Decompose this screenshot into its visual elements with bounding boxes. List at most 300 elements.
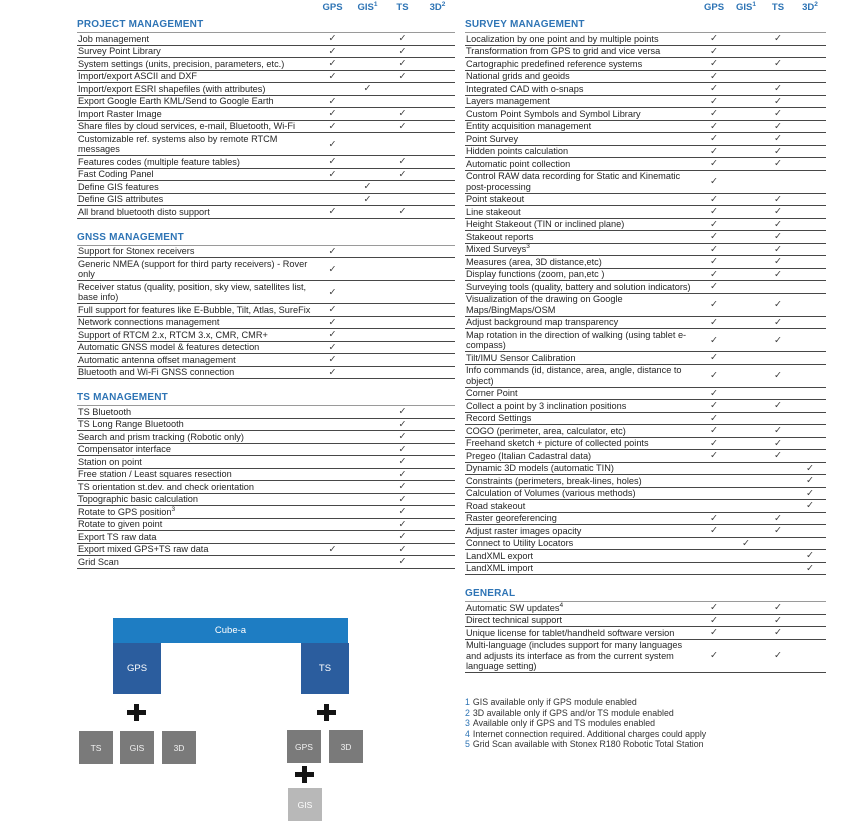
table-row bbox=[77, 494, 455, 507]
feature-label: Bluetooth and Wi-Fi GNSS connection bbox=[78, 367, 235, 377]
column-header-label: TS bbox=[771, 2, 785, 13]
check-cell-gps bbox=[698, 602, 730, 613]
check-icon: ✓ bbox=[398, 70, 407, 82]
check-cell-ts bbox=[762, 133, 794, 144]
column-header-gps bbox=[698, 2, 730, 17]
check-icon: ✓ bbox=[710, 268, 718, 280]
table-row bbox=[77, 206, 455, 219]
footnote-ref: 2 bbox=[441, 0, 446, 8]
check-icon: ✓ bbox=[774, 299, 782, 310]
check-icon: ✓ bbox=[774, 120, 782, 132]
table-row bbox=[77, 33, 455, 46]
check-icon: ✓ bbox=[710, 425, 718, 437]
table-row bbox=[465, 294, 826, 317]
check-icon: ✓ bbox=[398, 45, 407, 57]
check-icon: ✓ bbox=[398, 168, 407, 180]
check-cell-gps bbox=[315, 342, 350, 353]
check-cell-ts bbox=[385, 71, 420, 82]
feature-label: Surveying tools (quality, battery and solution indicators) bbox=[466, 281, 691, 292]
footnote-number: 4 bbox=[465, 728, 470, 739]
check-icon: ✓ bbox=[710, 231, 718, 243]
feature-label: Freehand sketch + picture of collected points bbox=[466, 438, 649, 448]
check-icon: ✓ bbox=[328, 156, 337, 168]
check-cell-ts bbox=[385, 481, 420, 492]
check-cell-gps bbox=[698, 335, 730, 346]
check-cell-ts bbox=[762, 194, 794, 205]
check-cell-gis bbox=[350, 181, 385, 192]
table-row bbox=[77, 456, 455, 469]
check-icon: ✓ bbox=[774, 650, 782, 662]
check-icon: ✓ bbox=[710, 602, 718, 614]
check-icon: ✓ bbox=[710, 95, 718, 107]
check-cell-ts bbox=[762, 256, 794, 267]
check-icon: ✓ bbox=[774, 133, 782, 145]
feature-label: TS Long Range Bluetooth bbox=[78, 419, 184, 429]
check-icon: ✓ bbox=[328, 263, 337, 275]
check-cell-gps bbox=[698, 627, 730, 638]
feature-label: Adjust background map transparency bbox=[466, 317, 619, 327]
check-icon: ✓ bbox=[806, 550, 814, 562]
check-cell-gps bbox=[315, 169, 350, 180]
check-cell-3d bbox=[794, 488, 826, 499]
column-header-label: 3D bbox=[802, 2, 815, 13]
check-icon: ✓ bbox=[328, 354, 337, 366]
check-icon: ✓ bbox=[774, 425, 782, 437]
check-cell-ts bbox=[762, 58, 794, 69]
feature-label: Line stakeout bbox=[466, 206, 521, 217]
table-row bbox=[77, 354, 455, 367]
table-row bbox=[465, 352, 826, 365]
check-icon: ✓ bbox=[710, 33, 718, 45]
addon-box-3d: 3D bbox=[329, 730, 363, 763]
check-cell-gps bbox=[315, 329, 350, 340]
section-ts-management bbox=[77, 392, 455, 569]
check-icon: ✓ bbox=[774, 206, 782, 218]
check-cell-gps bbox=[315, 317, 350, 328]
table-row bbox=[77, 444, 455, 457]
check-cell-gps bbox=[698, 269, 730, 280]
check-icon: ✓ bbox=[774, 33, 782, 45]
table-row bbox=[465, 281, 826, 294]
feature-label: Raster georeferencing bbox=[466, 513, 557, 523]
check-cell-ts bbox=[762, 525, 794, 536]
check-icon: ✓ bbox=[710, 83, 718, 95]
check-icon: ✓ bbox=[710, 334, 718, 346]
cube-a-bar: Cube-a bbox=[113, 618, 348, 643]
check-cell-ts bbox=[762, 650, 794, 661]
check-cell-gps bbox=[698, 299, 730, 310]
feature-label: Free station / Least squares resection bbox=[78, 469, 232, 479]
check-icon: ✓ bbox=[774, 243, 782, 255]
check-cell-ts bbox=[762, 108, 794, 119]
check-icon: ✓ bbox=[774, 437, 782, 449]
check-icon: ✓ bbox=[328, 366, 337, 378]
check-icon: ✓ bbox=[398, 556, 407, 568]
table-row bbox=[465, 425, 826, 438]
feature-label: Calculation of Volumes (various methods) bbox=[466, 488, 636, 498]
check-cell-gps bbox=[698, 108, 730, 119]
check-icon: ✓ bbox=[710, 133, 718, 145]
check-icon: ✓ bbox=[774, 231, 782, 243]
gps-module-box: GPS bbox=[113, 643, 161, 694]
footnote-ref: 3 bbox=[171, 505, 176, 513]
check-icon: ✓ bbox=[398, 456, 407, 468]
footnote-number: 2 bbox=[465, 707, 470, 718]
table-row bbox=[465, 365, 826, 388]
check-icon: ✓ bbox=[363, 181, 372, 193]
column-header-ts bbox=[385, 2, 420, 17]
check-icon: ✓ bbox=[806, 487, 814, 499]
check-cell-gps bbox=[698, 400, 730, 411]
check-icon: ✓ bbox=[328, 206, 337, 218]
check-cell-gps bbox=[698, 158, 730, 169]
check-icon: ✓ bbox=[398, 120, 407, 132]
check-cell-gps bbox=[315, 46, 350, 57]
left-sections bbox=[77, 19, 455, 569]
check-cell-gps bbox=[698, 450, 730, 461]
column-header-label: TS bbox=[396, 2, 409, 13]
check-icon: ✓ bbox=[774, 334, 782, 346]
check-icon: ✓ bbox=[774, 158, 782, 170]
check-cell-gps bbox=[315, 139, 350, 150]
table-row bbox=[77, 406, 455, 419]
check-cell-ts bbox=[385, 556, 420, 567]
feature-label: Define GIS attributes bbox=[78, 194, 164, 204]
check-cell-ts bbox=[385, 406, 420, 417]
check-cell-gps bbox=[315, 264, 350, 275]
check-cell-gps bbox=[698, 525, 730, 536]
check-cell-ts bbox=[762, 335, 794, 346]
check-cell-ts bbox=[762, 513, 794, 524]
check-cell-ts bbox=[385, 108, 420, 119]
table-row bbox=[77, 96, 455, 109]
table-row bbox=[465, 475, 826, 488]
table-row bbox=[77, 121, 455, 134]
addon-box-gis-light: GIS bbox=[288, 788, 322, 821]
check-icon: ✓ bbox=[363, 83, 372, 95]
table-row bbox=[465, 146, 826, 159]
table-row bbox=[77, 246, 455, 259]
column-header-label: GIS bbox=[357, 2, 374, 13]
check-icon: ✓ bbox=[398, 518, 407, 530]
addon-box-gis: GIS bbox=[120, 731, 154, 764]
table-row bbox=[77, 304, 455, 317]
footnote-ref: 4 bbox=[559, 601, 564, 609]
column-header-gis bbox=[730, 2, 762, 17]
feature-label: Record Settings bbox=[466, 413, 532, 423]
feature-label: Point Survey bbox=[466, 133, 519, 144]
check-cell-gps bbox=[698, 388, 730, 399]
feature-label: Display functions (zoom, pan,etc ) bbox=[466, 269, 605, 279]
check-icon: ✓ bbox=[328, 108, 337, 120]
table-row bbox=[465, 563, 826, 576]
check-cell-gps bbox=[698, 58, 730, 69]
right-sections bbox=[465, 19, 826, 673]
feature-label: National grids and geoids bbox=[466, 71, 570, 81]
feature-label: Integrated CAD with o-snaps bbox=[466, 83, 584, 94]
check-icon: ✓ bbox=[398, 58, 407, 70]
check-cell-gps bbox=[315, 246, 350, 257]
feature-label: TS orientation st.dev. and check orientation bbox=[78, 481, 255, 492]
table-row bbox=[465, 400, 826, 413]
check-cell-ts bbox=[762, 602, 794, 613]
footnote bbox=[465, 729, 826, 740]
check-cell-ts bbox=[385, 46, 420, 57]
check-cell-ts bbox=[762, 627, 794, 638]
column-headers bbox=[77, 2, 455, 17]
plus-icon bbox=[295, 766, 314, 783]
table-row bbox=[465, 615, 826, 628]
check-icon: ✓ bbox=[710, 120, 718, 132]
check-cell-ts bbox=[385, 33, 420, 44]
check-cell-gps bbox=[698, 219, 730, 230]
table-row bbox=[77, 194, 455, 207]
check-icon: ✓ bbox=[710, 627, 718, 639]
footnote-text: Internet connection required. Additional charges could apply bbox=[472, 728, 707, 739]
column-header-ts bbox=[762, 2, 794, 17]
table-row bbox=[77, 133, 455, 156]
feature-label: Import/export ESRI shapefiles (with attributes) bbox=[78, 83, 266, 94]
check-cell-ts bbox=[762, 146, 794, 157]
check-cell-ts bbox=[385, 121, 420, 132]
check-icon: ✓ bbox=[710, 316, 718, 328]
check-icon: ✓ bbox=[774, 450, 782, 462]
section-title: GNSS MANAGEMENT bbox=[77, 232, 455, 246]
check-cell-gps bbox=[698, 133, 730, 144]
check-icon: ✓ bbox=[328, 95, 337, 107]
check-cell-gps bbox=[698, 96, 730, 107]
section-title: TS MANAGEMENT bbox=[77, 392, 455, 406]
column-headers bbox=[465, 2, 826, 17]
footnote-ref: 1 bbox=[752, 0, 756, 8]
table-row bbox=[465, 488, 826, 501]
check-icon: ✓ bbox=[774, 268, 782, 280]
check-icon: ✓ bbox=[710, 58, 718, 70]
table-row bbox=[465, 158, 826, 171]
feature-label: Map rotation in the direction of walking (using tablet e-compass) bbox=[466, 329, 687, 350]
table-row bbox=[465, 244, 826, 257]
check-cell-ts bbox=[762, 33, 794, 44]
check-cell-ts bbox=[385, 506, 420, 517]
feature-label: Corner Point bbox=[466, 388, 518, 398]
section-gnss-management bbox=[77, 232, 455, 380]
table-row bbox=[77, 544, 455, 557]
table-row bbox=[77, 58, 455, 71]
check-cell-ts bbox=[385, 431, 420, 442]
check-cell-gis bbox=[730, 538, 762, 549]
footnote-number: 3 bbox=[465, 718, 470, 729]
check-icon: ✓ bbox=[328, 341, 337, 353]
check-icon: ✓ bbox=[398, 506, 407, 518]
check-icon: ✓ bbox=[774, 627, 782, 639]
check-icon: ✓ bbox=[398, 543, 407, 555]
check-cell-ts bbox=[385, 58, 420, 69]
check-cell-gps bbox=[698, 413, 730, 424]
column-header-label: GPS bbox=[322, 2, 343, 13]
check-icon: ✓ bbox=[328, 286, 337, 298]
check-icon: ✓ bbox=[710, 70, 718, 82]
footnotes bbox=[465, 697, 826, 750]
check-icon: ✓ bbox=[710, 176, 718, 187]
check-icon: ✓ bbox=[710, 145, 718, 157]
check-icon: ✓ bbox=[398, 468, 407, 480]
section-rows bbox=[77, 33, 455, 219]
feature-label: Topographic basic calculation bbox=[78, 494, 199, 504]
table-row bbox=[465, 121, 826, 134]
feature-label: Multi-language (includes support for many languages and adjusts its interface as from the current system language setting) bbox=[466, 640, 683, 671]
check-icon: ✓ bbox=[774, 525, 782, 537]
check-cell-ts bbox=[762, 615, 794, 626]
table-row bbox=[465, 438, 826, 451]
feature-label: Generic NMEA (support for third party receivers) - Rover only bbox=[78, 258, 308, 279]
table-row bbox=[465, 33, 826, 46]
section-title: PROJECT MANAGEMENT bbox=[77, 19, 455, 33]
footnote bbox=[465, 697, 826, 708]
check-icon: ✓ bbox=[710, 243, 718, 255]
check-cell-gps bbox=[698, 317, 730, 328]
check-icon: ✓ bbox=[710, 218, 718, 230]
check-icon: ✓ bbox=[328, 138, 337, 150]
feature-label: Collect a point by 3 inclination positions bbox=[466, 400, 627, 411]
check-icon: ✓ bbox=[398, 206, 407, 218]
check-icon: ✓ bbox=[328, 58, 337, 70]
footnote-text: Available only if GPS and TS modules enabled bbox=[472, 718, 655, 729]
check-cell-ts bbox=[385, 544, 420, 555]
feature-label: Export Google Earth KML/Send to Google Earth bbox=[78, 96, 274, 106]
check-icon: ✓ bbox=[806, 462, 814, 474]
table-row bbox=[465, 46, 826, 59]
check-icon: ✓ bbox=[398, 406, 407, 418]
table-row bbox=[465, 602, 826, 615]
check-icon: ✓ bbox=[806, 500, 814, 512]
table-row bbox=[465, 450, 826, 463]
table-row bbox=[465, 219, 826, 232]
section-title: GENERAL bbox=[465, 588, 826, 602]
feature-label: Compensator interface bbox=[78, 444, 171, 454]
check-cell-ts bbox=[762, 219, 794, 230]
feature-label: Localization by one point and by multiple points bbox=[466, 33, 659, 44]
check-cell-ts bbox=[762, 438, 794, 449]
feature-label: Custom Point Symbols and Symbol Library bbox=[466, 108, 641, 119]
feature-label: Adjust raster images opacity bbox=[466, 525, 582, 536]
feature-label: All brand bluetooth disto support bbox=[78, 206, 210, 217]
section-rows bbox=[465, 33, 826, 575]
check-icon: ✓ bbox=[742, 537, 750, 549]
column-header-gis bbox=[350, 2, 385, 17]
feature-label: Constraints (perimeters, break-lines, holes) bbox=[466, 475, 642, 486]
table-row bbox=[77, 329, 455, 342]
check-cell-gps bbox=[698, 33, 730, 44]
check-icon: ✓ bbox=[806, 475, 814, 487]
check-icon: ✓ bbox=[710, 206, 718, 218]
check-cell-gps bbox=[315, 367, 350, 378]
check-cell-3d bbox=[794, 563, 826, 574]
footnote bbox=[465, 739, 826, 750]
section-title: SURVEY MANAGEMENT bbox=[465, 19, 826, 33]
check-cell-3d bbox=[794, 550, 826, 561]
check-cell-gps bbox=[315, 108, 350, 119]
table-row bbox=[77, 258, 455, 281]
feature-label: Support for Stonex receivers bbox=[78, 246, 195, 256]
feature-label: Visualization of the drawing on Google Maps/BingMaps/OSM bbox=[466, 294, 623, 315]
footnote-text: 3D available only if GPS and/or TS module enabled bbox=[472, 707, 674, 718]
table-row bbox=[77, 281, 455, 304]
check-icon: ✓ bbox=[328, 33, 337, 45]
check-icon: ✓ bbox=[710, 400, 718, 412]
check-icon: ✓ bbox=[710, 437, 718, 449]
check-cell-ts bbox=[762, 121, 794, 132]
check-cell-gps bbox=[315, 33, 350, 44]
check-icon: ✓ bbox=[774, 614, 782, 626]
check-icon: ✓ bbox=[328, 304, 337, 316]
check-cell-ts bbox=[385, 494, 420, 505]
check-cell-ts bbox=[762, 400, 794, 411]
check-cell-ts bbox=[385, 156, 420, 167]
table-row bbox=[77, 342, 455, 355]
table-row bbox=[465, 194, 826, 207]
feature-label: Features codes (multiple feature tables) bbox=[78, 156, 240, 167]
table-row bbox=[465, 525, 826, 538]
check-cell-gps bbox=[698, 46, 730, 57]
feature-label: Point stakeout bbox=[466, 194, 525, 204]
ts-module-box: TS bbox=[301, 643, 349, 694]
feature-label: Rotate to given point bbox=[78, 519, 163, 529]
column-header-label: 3D bbox=[429, 2, 442, 13]
check-icon: ✓ bbox=[363, 193, 372, 205]
feature-label: Tilt/IMU Sensor Calibration bbox=[466, 352, 576, 363]
table-row bbox=[77, 531, 455, 544]
check-cell-gps bbox=[698, 438, 730, 449]
table-row bbox=[77, 519, 455, 532]
feature-label: Layers management bbox=[466, 96, 550, 106]
check-cell-gps bbox=[698, 352, 730, 363]
feature-label: Transformation from GPS to grid and vice versa bbox=[466, 46, 661, 56]
check-cell-gps bbox=[698, 83, 730, 94]
column-header-label: GPS bbox=[703, 2, 725, 13]
table-row bbox=[465, 329, 826, 352]
feature-label: Connect to Utility Locators bbox=[466, 538, 574, 548]
check-icon: ✓ bbox=[398, 443, 407, 455]
feature-label: Support of RTCM 2.x, RTCM 3.x, CMR, CMR+ bbox=[78, 329, 268, 340]
footnote-number: 5 bbox=[465, 739, 470, 750]
left-column bbox=[77, 2, 455, 569]
check-cell-gps bbox=[698, 615, 730, 626]
check-icon: ✓ bbox=[328, 168, 337, 180]
section-project-management bbox=[77, 19, 455, 219]
check-icon: ✓ bbox=[710, 412, 718, 424]
check-cell-gps bbox=[315, 71, 350, 82]
feature-label: Height Stakeout (TIN or inclined plane) bbox=[466, 219, 625, 229]
check-icon: ✓ bbox=[774, 256, 782, 268]
table-row bbox=[77, 83, 455, 96]
check-icon: ✓ bbox=[774, 145, 782, 157]
check-cell-ts bbox=[762, 370, 794, 381]
check-cell-gps bbox=[698, 71, 730, 82]
feature-label: Automatic point collection bbox=[466, 158, 571, 169]
table-row bbox=[465, 83, 826, 96]
check-cell-gps bbox=[315, 304, 350, 315]
table-row bbox=[465, 231, 826, 244]
check-cell-ts bbox=[762, 96, 794, 107]
check-cell-gps bbox=[698, 513, 730, 524]
feature-label: Station on point bbox=[78, 456, 142, 467]
check-cell-gps bbox=[698, 244, 730, 255]
check-cell-gps bbox=[315, 544, 350, 555]
feature-label: Measures (area, 3D distance,etc) bbox=[466, 256, 602, 267]
check-cell-gps bbox=[315, 206, 350, 217]
check-cell-ts bbox=[762, 317, 794, 328]
table-row bbox=[77, 367, 455, 380]
